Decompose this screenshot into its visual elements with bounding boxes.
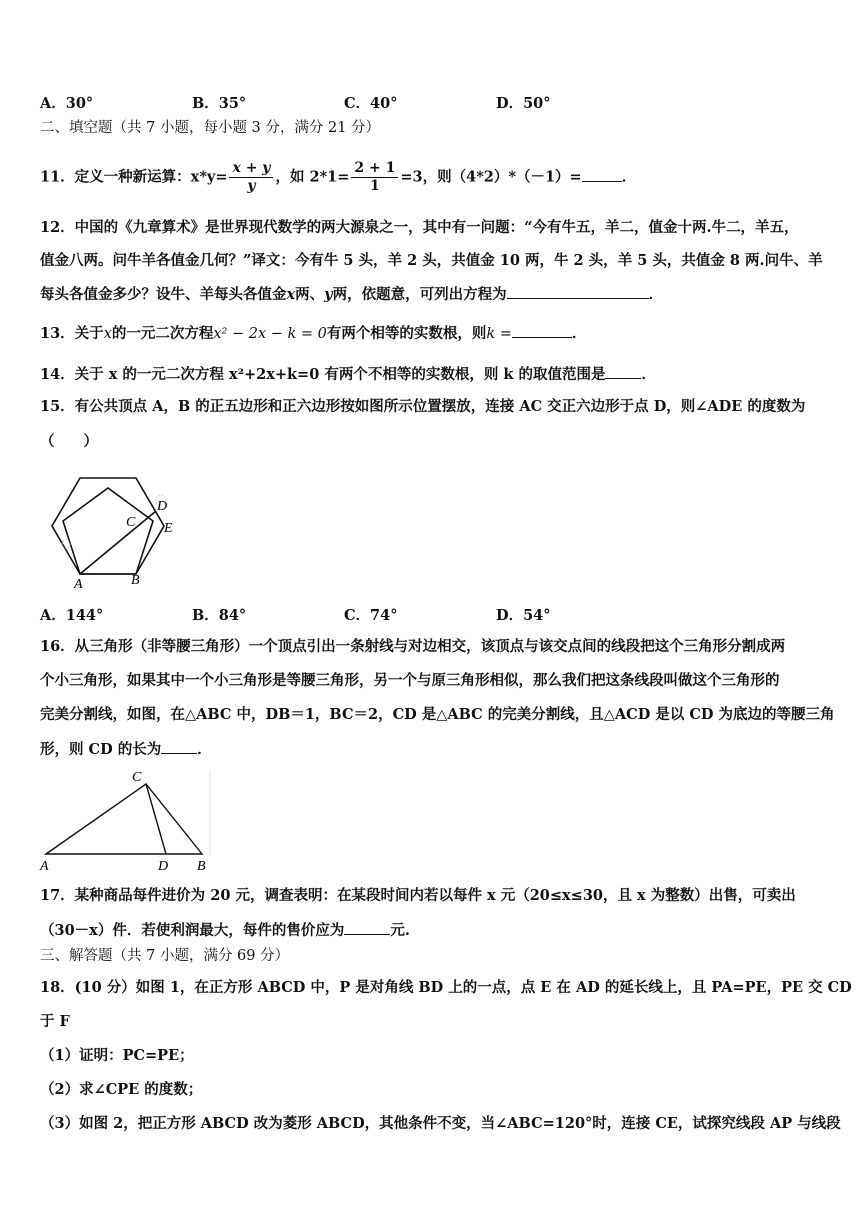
q11-frac1-den: y [247,178,256,194]
fig16-label-d: D [158,859,169,874]
q12-text-c: 两，依题意，可列出方程为 [332,286,507,303]
q13-k-equals: k = [486,326,512,342]
q15-figure [40,466,190,592]
q16-text-a: 形，则 CD 的长为 [40,741,162,758]
q13-text-a: 13．关于 [40,325,104,342]
q10-option-b: B．35° [192,95,247,112]
q17-answer-blank [344,920,390,935]
q18-part1: （1）证明：PC=PE； [40,1047,194,1064]
q11-text-b: ，如 2*1= [275,168,350,186]
q17-text-b: 元. [390,922,410,939]
q14-answer-blank [605,364,641,379]
fig15-label-e: E [164,521,173,536]
q11-answer-blank [582,167,622,182]
q15-option-c: C．74° [344,607,398,624]
q16-figure [36,766,216,874]
pentagon-shape [63,488,153,574]
q16-line3: 完美分割线，如图，在△ABC 中，DB＝1，BC＝2，CD 是△ABC 的完美分割线，且△ACD 是以 CD 为底边的等腰三角 [40,706,835,723]
q11-text-d: ． [621,168,637,186]
q15-line2: （ ） [40,433,98,450]
q18-part3: （3）如图 2，把正方形 ABCD 改为菱形 ABCD，其他条件不变，当∠ABC=120°时，连接 CE，试探究线段 AP 与线段 [40,1115,841,1132]
q11-frac1-num: x + y [229,160,273,178]
q12-answer-blank [507,284,649,299]
q13-text-c: 有两个相等的实数根，则 [326,325,487,342]
q16-line4 [40,739,212,760]
q13-text-d: ． [571,325,587,342]
q14-text-b: ． [641,366,656,383]
q12-var-x: x [286,286,296,303]
q17-line2 [40,920,410,941]
q15-option-a: A．144° [40,607,104,624]
q11-frac2 [351,160,398,195]
q13-line [40,323,586,344]
fig15-label-b: B [131,573,140,588]
fig16-label-c: C [132,770,142,785]
q11-line [40,160,636,195]
q10-option-c: C．40° [344,95,398,112]
fig16-label-a: A [40,859,49,874]
q12-text-a: 每头各值金多少？设牛、羊每头各值金 [40,286,287,303]
q12-line3 [40,284,663,305]
section2-title: 二、填空题（共 7 小题，每小题 3 分，满分 21 分） [40,120,381,136]
line-ac-d [80,511,156,574]
q12-text-b: 两、 [295,286,325,303]
q11-frac2-num: 2 + 1 [351,160,398,178]
q16-text-b: ． [197,741,212,758]
hexagon-shape [52,478,164,574]
fig15-label-c: C [126,515,136,530]
q12-text-d: ． [648,286,664,303]
triangle-abc [46,784,202,854]
q11-text-c: =3，则（4*2）*（－1）= [400,168,582,186]
segment-cd [146,784,166,854]
q12-var-y: y [324,286,333,303]
q18-part2: （2）求∠CPE 的度数； [40,1081,203,1098]
q16-line2: 个小三角形，如果其中一个小三角形是等腰三角形，另一个与原三角形相似，那么我们把这条线段叫做这个三角形的 [40,672,780,689]
q17-line1: 17．某种商品每件进价为 20 元，调查表明：在某段时间内若以每件 x 元（20≤x≤30，且 x 为整数）出售，可卖出 [40,887,796,904]
q12-line1: 12．中国的《九章算术》是世界现代数学的两大源泉之一，其中有一问题：“今有牛五，羊二，值金十两.牛二，羊五， [40,219,799,236]
fig15-label-a: A [74,577,83,592]
section3-title: 三、解答题（共 7 小题，满分 69 分） [40,948,290,964]
q11-frac1 [229,160,273,195]
q14-text-a: 14．关于 x 的一元二次方程 x²+2x+k=0 有两个不相等的实数根，则 k 的取值范围是 [40,366,606,383]
q16-answer-blank [161,739,197,754]
q18-line1: 18．(10 分）如图 1，在正方形 ABCD 中，P 是对角线 BD 上的一点，点 E 在 AD 的延长线上，且 PA=PE，PE 交 CD [40,979,852,996]
q13-equation: x² − 2x − k = 0 [213,326,327,342]
q11-frac2-den: 1 [370,178,380,194]
q15-option-b: B．84° [192,607,247,624]
q10-option-a: A．30° [40,95,94,112]
fig15-label-d: D [157,499,168,514]
fig16-label-b: B [197,859,206,874]
q11-text-a: 11．定义一种新运算：x*y= [40,168,228,186]
q14-line [40,364,656,385]
q16-line1: 16．从三角形（非等腰三角形）一个顶点引出一条射线与对边相交，该顶点与该交点间的线段把这个三角形分割成两 [40,638,786,655]
q17-text-a: （30－x）件．若使利润最大，每件的售价应为 [40,922,345,939]
q13-var-x: x [103,326,112,342]
q15-line1: 15．有公共顶点 A，B 的正五边形和正六边形按如图所示位置摆放，连接 AC 交正六边形于点 D，则∠ADE 的度数为 [40,398,806,415]
q13-answer-blank [512,323,572,338]
q13-text-b: 的一元二次方程 [111,325,214,342]
q18-line2: 于 F [40,1013,70,1030]
q10-option-d: D．50° [496,95,551,112]
q15-option-d: D．54° [496,607,551,624]
q12-line2: 值金八两。问牛羊各值金几何？”译文：今有牛 5 头，羊 2 头，共值金 10 两，牛 2 头，羊 5 头，共值金 8 两.问牛、羊 [40,252,823,269]
